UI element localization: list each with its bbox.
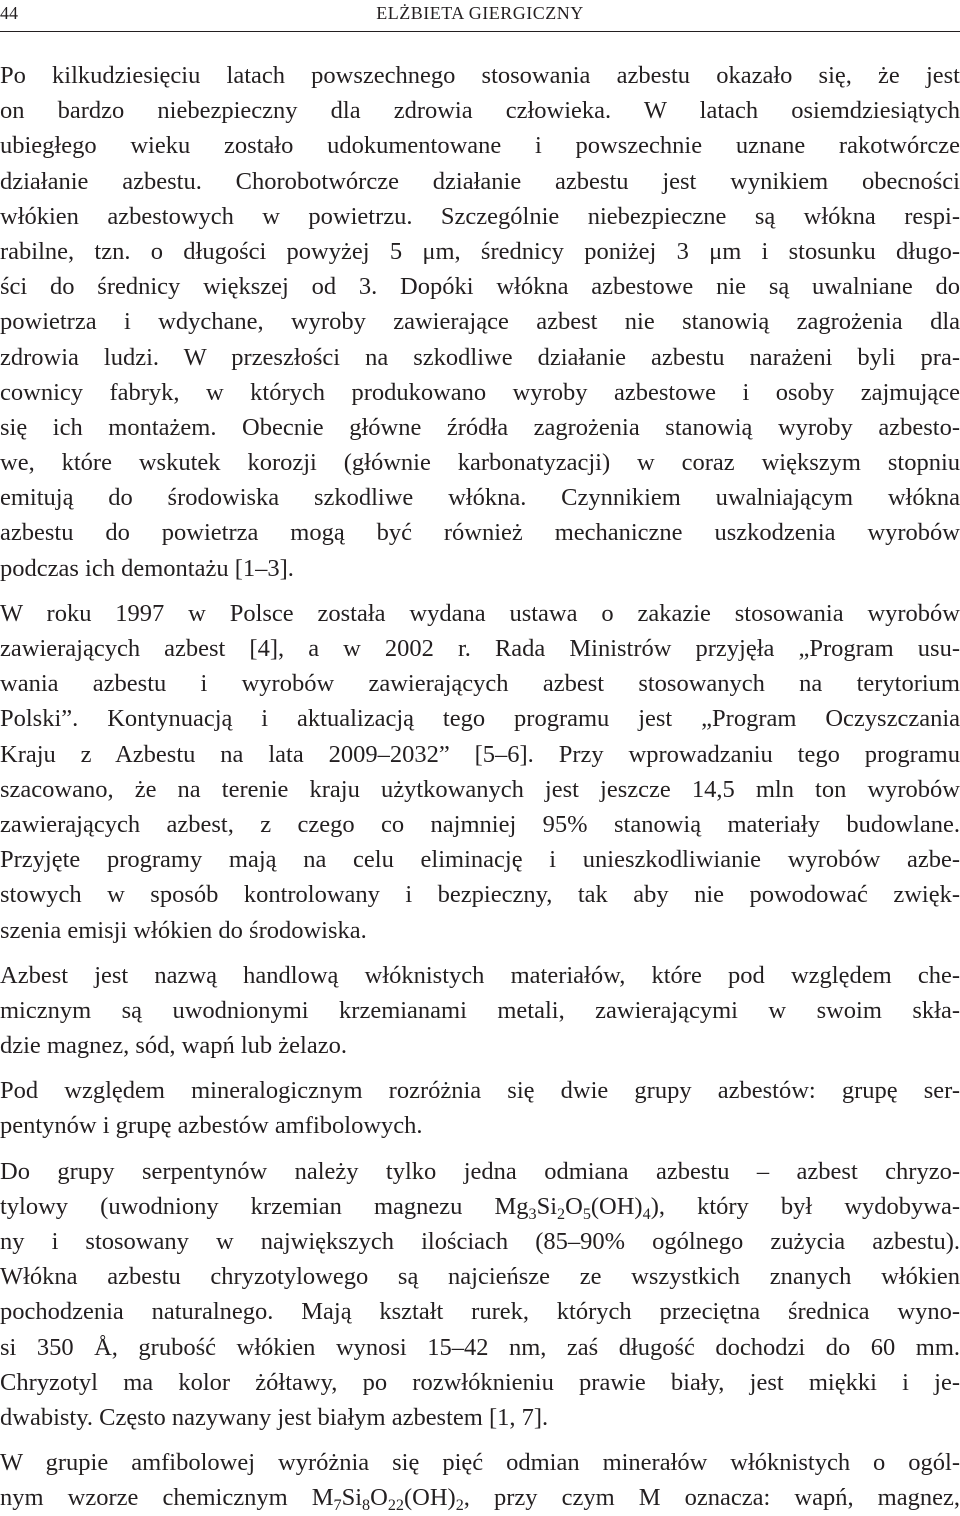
subscript: 22	[387, 1497, 404, 1515]
text-line: dwabisty. Często nazywany jest białym azbestem [1, 7].	[0, 1403, 549, 1431]
text-line: ny i stosowany w największych ilościach (85–90% ogólnego zużycia azbestu).	[0, 1228, 960, 1255]
formula-text: , przy czym M oznacza: wapń, magnez,	[463, 1484, 960, 1512]
paragraph-1	[0, 58, 960, 586]
text-line: Przyjęte programy mają na celu eliminację i unieszkodliwianie wyrobów azbe-	[0, 846, 960, 874]
text-line: wania azbestu i wyrobów zawierających azbest stosowanych na terytorium	[0, 670, 960, 698]
formula-text: Si	[536, 1192, 558, 1220]
text-line: zawierających azbest [4], a w 2002 r. Rada Ministrów przyjęła „Program usu-	[0, 635, 960, 662]
text-line: dzie magnez, sód, wapń lub żelazo.	[0, 1032, 347, 1060]
text-line: Polski”. Kontynuacją i aktualizacją tego programu jest „Program Oczyszczania	[0, 705, 960, 733]
paragraph-4	[0, 1073, 960, 1143]
text-line: Azbest jest nazwą handlową włóknistych materiałów, które pod względem che-	[0, 961, 960, 989]
text-line: Pod względem mineralogicznym rozróżnia się dwie grupy azbestów: grupę ser-	[0, 1077, 960, 1105]
text-line: W roku 1997 w Polsce została wydana ustawa o zakazie stosowania wyrobów	[0, 599, 960, 627]
text-line: Do grupy serpentynów należy tylko jedna odmiana azbestu – azbest chryzo-	[0, 1157, 960, 1185]
text-line: micznym są uwodnionymi krzemianami metali, zawierającymi w swoim skła-	[0, 996, 960, 1024]
formula-line	[0, 1480, 960, 1515]
text-line: ubiegłego wieku zostało udokumentowane i powszechnie uznane rakotwórcze	[0, 132, 960, 160]
subscript: 2	[557, 1205, 566, 1223]
formula-text: O	[370, 1484, 388, 1512]
text-line: działanie azbestu. Chorobotwórcze działanie azbestu jest wynikiem obecności	[0, 167, 960, 195]
text-line: powietrza i wdychane, wyroby zawierające azbest nie stanowią zagrożenia dla	[0, 308, 960, 336]
text-line: się ich montażem. Obecnie główne źródła zagrożenia stanowią wyroby azbesto-	[0, 413, 960, 441]
paragraph-5	[0, 1154, 960, 1436]
subscript: 7	[333, 1497, 342, 1515]
page-number: 44	[0, 3, 18, 23]
text-line: cownicy fabryk, w których produkowano wyroby azbestowe i osoby zajmujące	[0, 378, 960, 406]
subscript: 3	[528, 1205, 537, 1223]
subscript: 2	[455, 1497, 464, 1515]
text-line: szacowano, że na terenie kraju użytkowanych jest jeszcze 14,5 mln ton wyrobów	[0, 775, 960, 803]
text-line: Chryzotyl ma kolor żółtawy, po rozwłóknieniu prawie biały, jest miękki i je-	[0, 1368, 960, 1396]
formula-text: nym wzorze chemicznym M	[0, 1484, 334, 1512]
text-line: pochodzenia naturalnego. Mają kształt rurek, których przeciętna średnica wyno-	[0, 1298, 960, 1326]
text-line: azbestu do powietrza mogą być również mechaniczne uszkodzenia wyrobów	[0, 519, 960, 547]
text-line: podczas ich demontażu [1–3].	[0, 554, 294, 582]
running-title: ELŻBIETA GIERGICZNY	[376, 3, 584, 23]
text-line: W grupie amfibolowej wyróżnia się pięć odmian minerałów włóknistych o ogól-	[0, 1449, 960, 1477]
subscript: 5	[582, 1205, 591, 1223]
formula-text: tylowy (uwodniony krzemian magnezu Mg	[0, 1192, 529, 1220]
formula-text: ), który był wydobywa-	[650, 1192, 960, 1220]
text-line: stowych w sposób kontrolowany i bezpieczny, tak aby nie powodować zwięk-	[0, 881, 960, 909]
paragraph-6	[0, 1445, 960, 1515]
subscript: 4	[642, 1205, 651, 1223]
header-rule	[0, 31, 960, 32]
formula-line	[0, 1189, 960, 1224]
text-line: Kraju z Azbestu na lata 2009–2032” [5–6]. Przy wprowadzaniu tego programu	[0, 740, 960, 768]
text-line: pentynów i grupę azbestów amfibolowych.	[0, 1112, 423, 1140]
text-line: rabilne, tzn. o długości powyżej 5 μm, średnicy poniżej 3 μm i stosunku długo-	[0, 237, 960, 265]
formula-text: O	[565, 1192, 583, 1220]
text-line: on bardzo niebezpieczny dla zdrowia człowieka. W latach osiemdziesiątych	[0, 97, 960, 125]
text-line: zdrowia ludzi. W przeszłości na szkodliwe działanie azbestu narażeni byli pra-	[0, 343, 960, 371]
text-line: szenia emisji włókien do środowiska.	[0, 916, 367, 944]
subscript: 8	[362, 1497, 371, 1515]
formula-text: Si	[341, 1484, 363, 1512]
text-line: Włókna azbestu chryzotylowego są najcieńsze ze wszystkich znanych włókien	[0, 1263, 960, 1291]
text-line: włókien azbestowych w powietrzu. Szczególnie niebezpieczne są włókna respi-	[0, 202, 960, 230]
text-line: zawierających azbest, z czego co najmniej 95% stanowią materiały budowlane.	[0, 810, 960, 838]
article-body	[0, 58, 960, 1516]
formula-text: (OH)	[403, 1484, 456, 1512]
text-line: ści do średnicy większej od 3. Dopóki włókna azbestowe nie są uwalniane do	[0, 273, 960, 301]
paragraph-2	[0, 596, 960, 948]
page-header	[0, 0, 960, 31]
paragraph-3	[0, 958, 960, 1064]
text-line: Po kilkudziesięciu latach powszechnego stosowania azbestu okazało się, że jest	[0, 62, 960, 89]
text-line: we, które wskutek korozji (głównie karbonatyzacji) w coraz większym stopniu	[0, 449, 960, 477]
text-line: emitują do środowiska szkodliwe włókna. Czynnikiem uwalniającym włókna	[0, 484, 960, 512]
formula-text: (OH)	[590, 1192, 643, 1220]
text-line: si 350 Å, grubość włókien wynosi 15–42 nm, zaś długość dochodzi do 60 mm.	[0, 1333, 960, 1361]
